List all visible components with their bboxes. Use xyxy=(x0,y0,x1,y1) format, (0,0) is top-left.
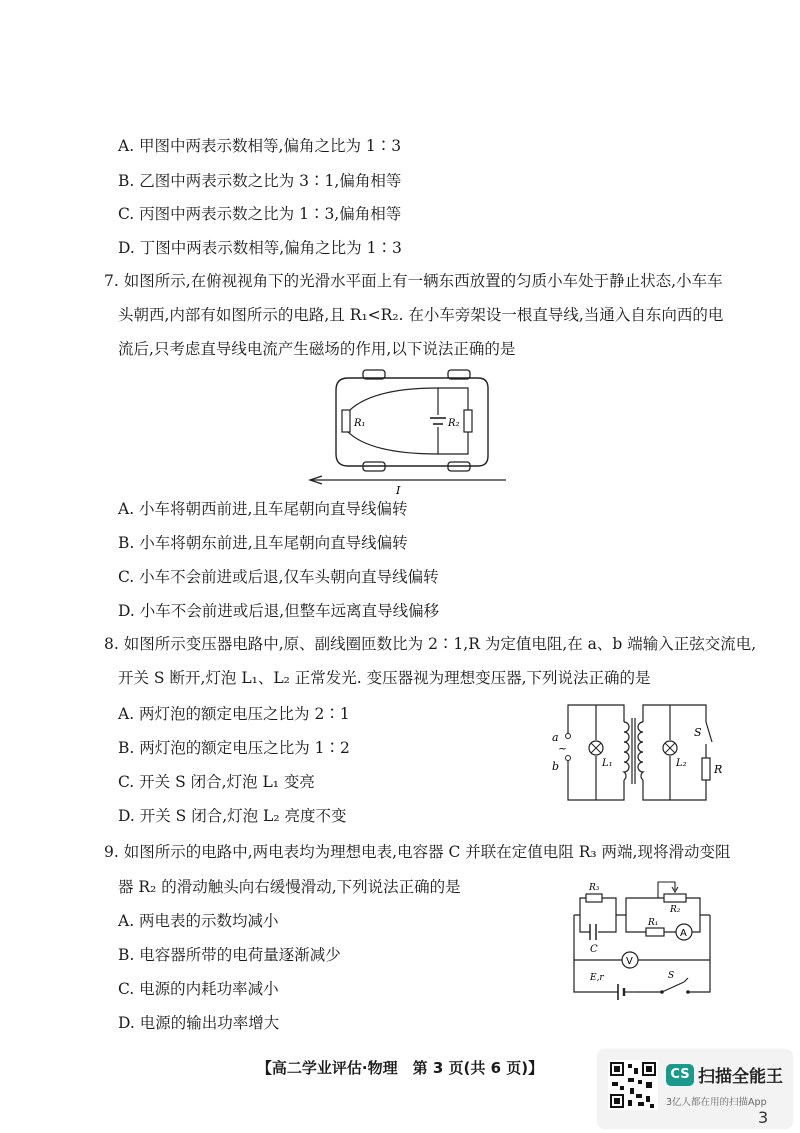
q8-label-r: R xyxy=(714,763,723,776)
camscanner-logo-icon: CS xyxy=(666,1064,694,1086)
q8-label-l1: L₁ xyxy=(602,758,613,769)
q8-option-b: B. 两灯泡的额定电压之比为 1∶2 xyxy=(118,739,350,757)
q8-option-a: A. 两灯泡的额定电压之比为 2∶1 xyxy=(118,705,350,723)
q8-label-s: S xyxy=(694,726,702,739)
q8-label-l2: L₂ xyxy=(676,758,687,769)
q7-stem-line-1: 7. 如图所示,在俯视视角下的光滑水平面上有一辆东西放置的匀质小车处于静止状态,小车车 xyxy=(104,272,723,290)
q8-label-b: b xyxy=(552,760,560,773)
q9-label-voltmeter: V xyxy=(626,956,633,967)
q9-stem-line-2: 器 R₂ 的滑动触头向右缓慢滑动,下列说法正确的是 xyxy=(118,878,461,896)
q9-label-s: S xyxy=(668,971,675,981)
q9-stem-line-1: 9. 如图所示的电路中,两电表均为理想电表,电容器 C 并联在定值电阻 R₃ 两端,现将滑动变阻 xyxy=(104,843,731,861)
q7-label-r2: R₂ xyxy=(448,418,460,429)
q7-label-current: I xyxy=(396,484,401,496)
camscanner-name: 扫描全能王 xyxy=(698,1067,783,1087)
q9-label-er: E,r xyxy=(590,973,604,983)
q6-option-b: B. 乙图中两表示数之比为 3∶1,偏角相等 xyxy=(118,172,402,190)
q7-label-r1: R₁ xyxy=(354,418,366,429)
q6-option-a: A. 甲图中两表示数相等,偏角之比为 1∶3 xyxy=(118,137,402,155)
q6-option-c: C. 丙图中两表示数之比为 1∶3,偏角相等 xyxy=(118,205,402,223)
q7-option-d: D. 小车不会前进或后退,但整车远离直导线偏移 xyxy=(118,602,440,620)
q9-label-r2: R₂ xyxy=(670,905,681,915)
page-footer: 【高二学业评估·物理 第 3 页(共 6 页)】 xyxy=(256,1059,544,1077)
q6-option-d: D. 丁图中两表示数相等,偏角之比为 1∶3 xyxy=(118,239,402,257)
q8-option-c: C. 开关 S 闭合,灯泡 L₁ 变亮 xyxy=(118,773,315,791)
q7-stem-line-2: 头朝西,内部有如图所示的电路,且 R₁<R₂. 在小车旁架设一根直导线,当通入自东向西的电 xyxy=(118,306,724,324)
q7-option-a: A. 小车将朝西前进,且车尾朝向直导线偏转 xyxy=(118,500,408,518)
q8-option-d: D. 开关 S 闭合,灯泡 L₂ 亮度不变 xyxy=(118,807,347,825)
q8-label-a: a xyxy=(552,731,559,744)
q9-label-r1: R₁ xyxy=(648,918,659,928)
q9-label-ammeter: A xyxy=(680,928,687,939)
q9-label-c: C xyxy=(590,944,598,955)
q9-option-c: C. 电源的内耗功率减小 xyxy=(118,980,279,998)
q7-option-b: B. 小车将朝东前进,且车尾朝向直导线偏转 xyxy=(118,534,408,552)
qr-code-icon xyxy=(608,1060,658,1110)
page-number: 3 xyxy=(758,1108,769,1127)
q9-option-d: D. 电源的输出功率增大 xyxy=(118,1014,280,1032)
camscanner-tagline: 3亿人都在用的扫描App xyxy=(666,1097,767,1108)
q8-stem-line-2: 开关 S 断开,灯泡 L₁、L₂ 正常发光. 变压器视为理想变压器,下列说法正确的是 xyxy=(118,669,651,687)
q7-option-c: C. 小车不会前进或后退,仅车头朝向直导线偏转 xyxy=(118,568,439,586)
q8-label-tilde: ~ xyxy=(558,742,568,755)
q8-figure-transformer xyxy=(536,700,726,806)
q9-label-r3: R₃ xyxy=(589,883,600,893)
q7-stem-line-3: 流后,只考虑直导线电流产生磁场的作用,以下说法正确的是 xyxy=(118,340,516,358)
q7-figure-car-circuit xyxy=(308,368,508,496)
q9-option-a: A. 两电表的示数均减小 xyxy=(118,912,279,930)
q8-stem-line-1: 8. 如图所示变压器电路中,原、副线圈匝数比为 2∶1,R 为定值电阻,在 a、b 端输入正弦交流电, xyxy=(104,635,757,653)
q9-figure-circuit xyxy=(560,870,720,1000)
q9-option-b: B. 电容器所带的电荷量逐渐减少 xyxy=(118,946,341,964)
